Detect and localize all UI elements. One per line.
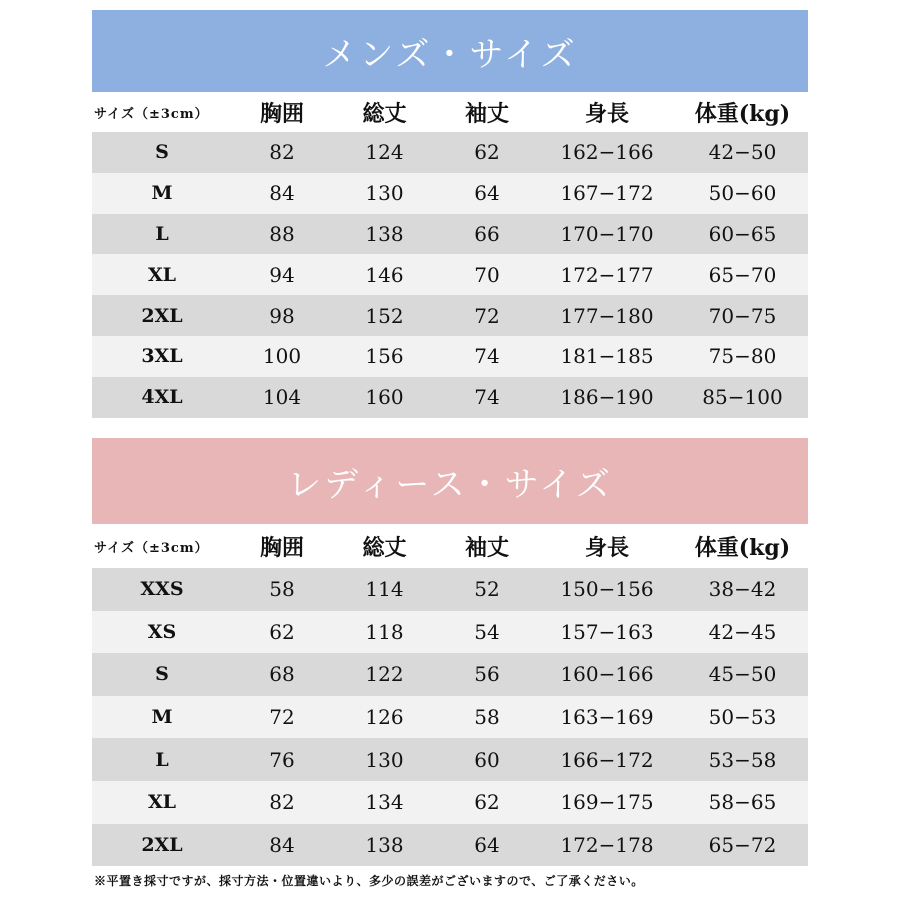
cell-weight: 42−50 <box>708 140 777 165</box>
cell-chest: 82 <box>269 140 295 165</box>
cell-weight: 53−58 <box>708 747 777 772</box>
table-row <box>92 824 808 867</box>
header-size: サイズ（±3cm） <box>94 540 209 556</box>
cell-weight: 70−75 <box>708 303 777 328</box>
cell-size: 2XL <box>141 833 183 856</box>
cell-chest: 72 <box>269 705 295 730</box>
header-chest: 胸囲 <box>259 534 304 561</box>
cell-weight: 65−70 <box>708 262 777 287</box>
cell-height: 162−166 <box>560 140 654 165</box>
cell-height: 166−172 <box>560 747 654 772</box>
cell-size: M <box>151 706 173 729</box>
cell-length: 122 <box>365 662 404 687</box>
cell-length: 146 <box>365 262 404 287</box>
cell-size: 3XL <box>141 345 183 368</box>
table-row <box>92 611 808 654</box>
cell-height: 157−163 <box>560 619 654 644</box>
cell-sleeve: 74 <box>474 385 500 410</box>
cell-chest: 82 <box>269 790 295 815</box>
cell-size: XL <box>147 263 177 286</box>
header-weight: 体重(kg) <box>694 534 791 561</box>
table-row <box>92 336 808 377</box>
table-row <box>92 738 808 781</box>
table-header-row <box>92 524 808 568</box>
cell-weight: 38−42 <box>708 577 777 602</box>
cell-chest: 100 <box>262 344 302 369</box>
cell-sleeve: 62 <box>474 790 500 815</box>
cell-weight: 45−50 <box>708 662 777 687</box>
cell-height: 169−175 <box>560 790 654 815</box>
cell-sleeve: 52 <box>474 577 500 602</box>
cell-length: 156 <box>365 344 404 369</box>
cell-size: M <box>151 182 173 205</box>
cell-sleeve: 64 <box>474 181 500 206</box>
womens-size-table <box>92 524 808 866</box>
cell-chest: 104 <box>262 385 302 410</box>
cell-length: 114 <box>365 577 404 602</box>
cell-length: 130 <box>365 181 404 206</box>
table-row <box>92 214 808 255</box>
cell-sleeve: 66 <box>474 221 500 246</box>
cell-height: 170−170 <box>560 221 654 246</box>
cell-chest: 84 <box>269 181 295 206</box>
mens-size-table <box>92 92 808 418</box>
cell-size: XXS <box>140 578 184 601</box>
cell-chest: 98 <box>269 303 295 328</box>
table-row <box>92 653 808 696</box>
mens-size-banner <box>92 10 808 92</box>
cell-height: 186−190 <box>560 385 654 410</box>
header-sleeve: 袖丈 <box>464 100 509 127</box>
cell-weight: 60−65 <box>708 221 777 246</box>
cell-sleeve: 62 <box>474 140 500 165</box>
cell-height: 177−180 <box>560 303 654 328</box>
mens-size-section <box>92 10 808 418</box>
cell-weight: 50−53 <box>708 705 777 730</box>
cell-length: 138 <box>365 832 404 857</box>
header-height: 身長 <box>584 534 629 561</box>
header-length: 総丈 <box>362 534 407 561</box>
cell-length: 118 <box>365 619 404 644</box>
cell-weight: 65−72 <box>708 832 777 857</box>
table-row <box>92 696 808 739</box>
cell-sleeve: 74 <box>474 344 500 369</box>
cell-size: XL <box>147 791 177 814</box>
table-row <box>92 781 808 824</box>
cell-length: 160 <box>365 385 404 410</box>
cell-chest: 68 <box>269 662 295 687</box>
cell-chest: 76 <box>269 747 295 772</box>
cell-size: L <box>155 222 169 245</box>
cell-length: 138 <box>365 221 404 246</box>
cell-weight: 75−80 <box>708 344 777 369</box>
cell-height: 181−185 <box>560 344 654 369</box>
header-size: サイズ（±3cm） <box>94 106 209 122</box>
measurement-note: ※平置き採寸ですが、採寸方法・位置違いより、多少の誤差がございますので、ご了承ください。 <box>94 874 644 888</box>
cell-sleeve: 60 <box>474 747 500 772</box>
cell-chest: 88 <box>269 221 295 246</box>
cell-height: 167−172 <box>560 181 654 206</box>
cell-height: 172−178 <box>560 832 654 857</box>
cell-size: S <box>155 663 169 686</box>
womens-size-title: レディース・サイズ <box>287 464 613 505</box>
header-sleeve: 袖丈 <box>464 534 509 561</box>
cell-height: 172−177 <box>560 262 654 287</box>
cell-weight: 58−65 <box>708 790 777 815</box>
cell-height: 160−166 <box>560 662 654 687</box>
cell-chest: 58 <box>269 577 295 602</box>
womens-size-banner <box>92 438 808 524</box>
cell-weight: 42−45 <box>708 619 777 644</box>
header-height: 身長 <box>584 100 629 127</box>
cell-size: XS <box>147 620 177 643</box>
cell-sleeve: 70 <box>474 262 500 287</box>
header-length: 総丈 <box>362 100 407 127</box>
cell-length: 134 <box>365 790 404 815</box>
cell-chest: 62 <box>269 619 295 644</box>
cell-height: 163−169 <box>560 705 654 730</box>
cell-size: 4XL <box>141 386 183 409</box>
table-row <box>92 377 808 418</box>
cell-length: 124 <box>365 140 404 165</box>
cell-length: 130 <box>365 747 404 772</box>
table-row <box>92 568 808 611</box>
cell-length: 126 <box>365 705 404 730</box>
cell-height: 150−156 <box>560 577 654 602</box>
womens-size-section <box>92 438 808 866</box>
cell-sleeve: 72 <box>474 303 500 328</box>
mens-size-title: メンズ・サイズ <box>322 34 578 75</box>
cell-size: 2XL <box>141 304 183 327</box>
cell-sleeve: 54 <box>474 619 500 644</box>
cell-sleeve: 64 <box>474 832 500 857</box>
header-weight: 体重(kg) <box>694 100 791 127</box>
table-row <box>92 295 808 336</box>
cell-chest: 94 <box>269 262 295 287</box>
cell-length: 152 <box>365 303 404 328</box>
cell-weight: 50−60 <box>708 181 777 206</box>
cell-size: S <box>155 141 169 164</box>
cell-chest: 84 <box>269 832 295 857</box>
cell-sleeve: 58 <box>474 705 500 730</box>
cell-size: L <box>155 748 169 771</box>
header-chest: 胸囲 <box>259 100 304 127</box>
cell-weight: 85−100 <box>702 385 783 410</box>
cell-sleeve: 56 <box>474 662 500 687</box>
table-row <box>92 132 808 173</box>
table-row <box>92 173 808 214</box>
table-header-row <box>92 92 808 132</box>
table-row <box>92 254 808 295</box>
